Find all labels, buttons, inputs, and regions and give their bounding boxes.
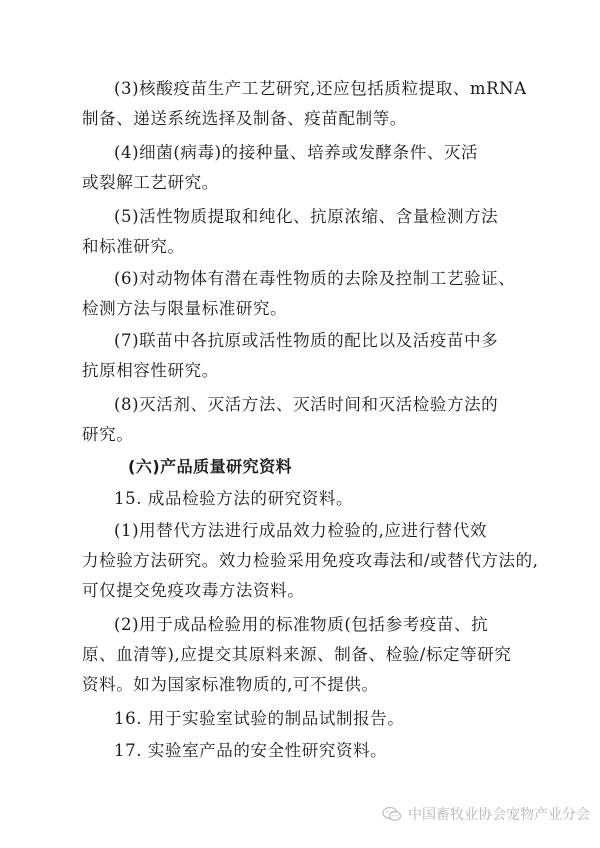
watermark	[382, 804, 590, 824]
paragraph-line: 或裂解工艺研究。	[82, 173, 219, 192]
watermark-text: 中国畜牧业协会宠物产业分会	[408, 807, 590, 823]
paragraph-line: 制备、递送系统选择及制备、疫苗配制等。	[82, 109, 407, 128]
paragraph-line: 检测方法与限量标准研究。	[82, 299, 288, 318]
paragraph-line: (3)核酸疫苗生产工艺研究,还应包括质粒提取、mRNA	[114, 79, 527, 98]
paragraph-line: 16. 用于实验室试验的制品试制报告。	[114, 709, 405, 728]
paragraph-line: (8)灭活剂、灭活方法、灭活时间和灭活检验方法的	[114, 395, 499, 414]
paragraph-line: (5)活性物质提取和纯化、抗原浓缩、含量检测方法	[114, 207, 499, 226]
paragraph-line: 资料。如为国家标准物质的,可不提供。	[82, 675, 379, 694]
paragraph-line: (2)用于成品检验用的标准物质(包括参考疫苗、抗	[114, 615, 489, 634]
paragraph-line: 研究。	[82, 425, 134, 444]
paragraph-line: 抗原相容性研究。	[82, 361, 219, 380]
paragraph-line: (1)用替代方法进行成品效力检验的,应进行替代效	[114, 521, 488, 540]
paragraph-line: (6)对动物体有潜在毒性物质的去除及控制工艺验证、	[114, 269, 516, 288]
wechat-icon	[382, 806, 402, 822]
paragraph-line: (7)联苗中各抗原或活性物质的配比以及活疫苗中多	[114, 331, 499, 350]
paragraph-line: 可仅提交免疫攻毒方法资料。	[82, 581, 305, 600]
paragraph-line: 17. 实验室产品的安全性研究资料。	[114, 741, 388, 760]
paragraph-line: (4)细菌(病毒)的接种量、培养或发酵条件、灭活	[114, 143, 479, 162]
paragraph-line: 和标准研究。	[82, 237, 185, 256]
paragraph-line: 原、血清等),应提交其原料来源、制备、检验/标定等研究	[82, 645, 512, 664]
paragraph-line: 15. 成品检验方法的研究资料。	[114, 489, 354, 508]
section-heading: (六)产品质量研究资料	[128, 457, 293, 476]
paragraph-line: 力检验方法研究。效力检验采用免疫攻毒法和/或替代方法的,	[82, 551, 539, 570]
